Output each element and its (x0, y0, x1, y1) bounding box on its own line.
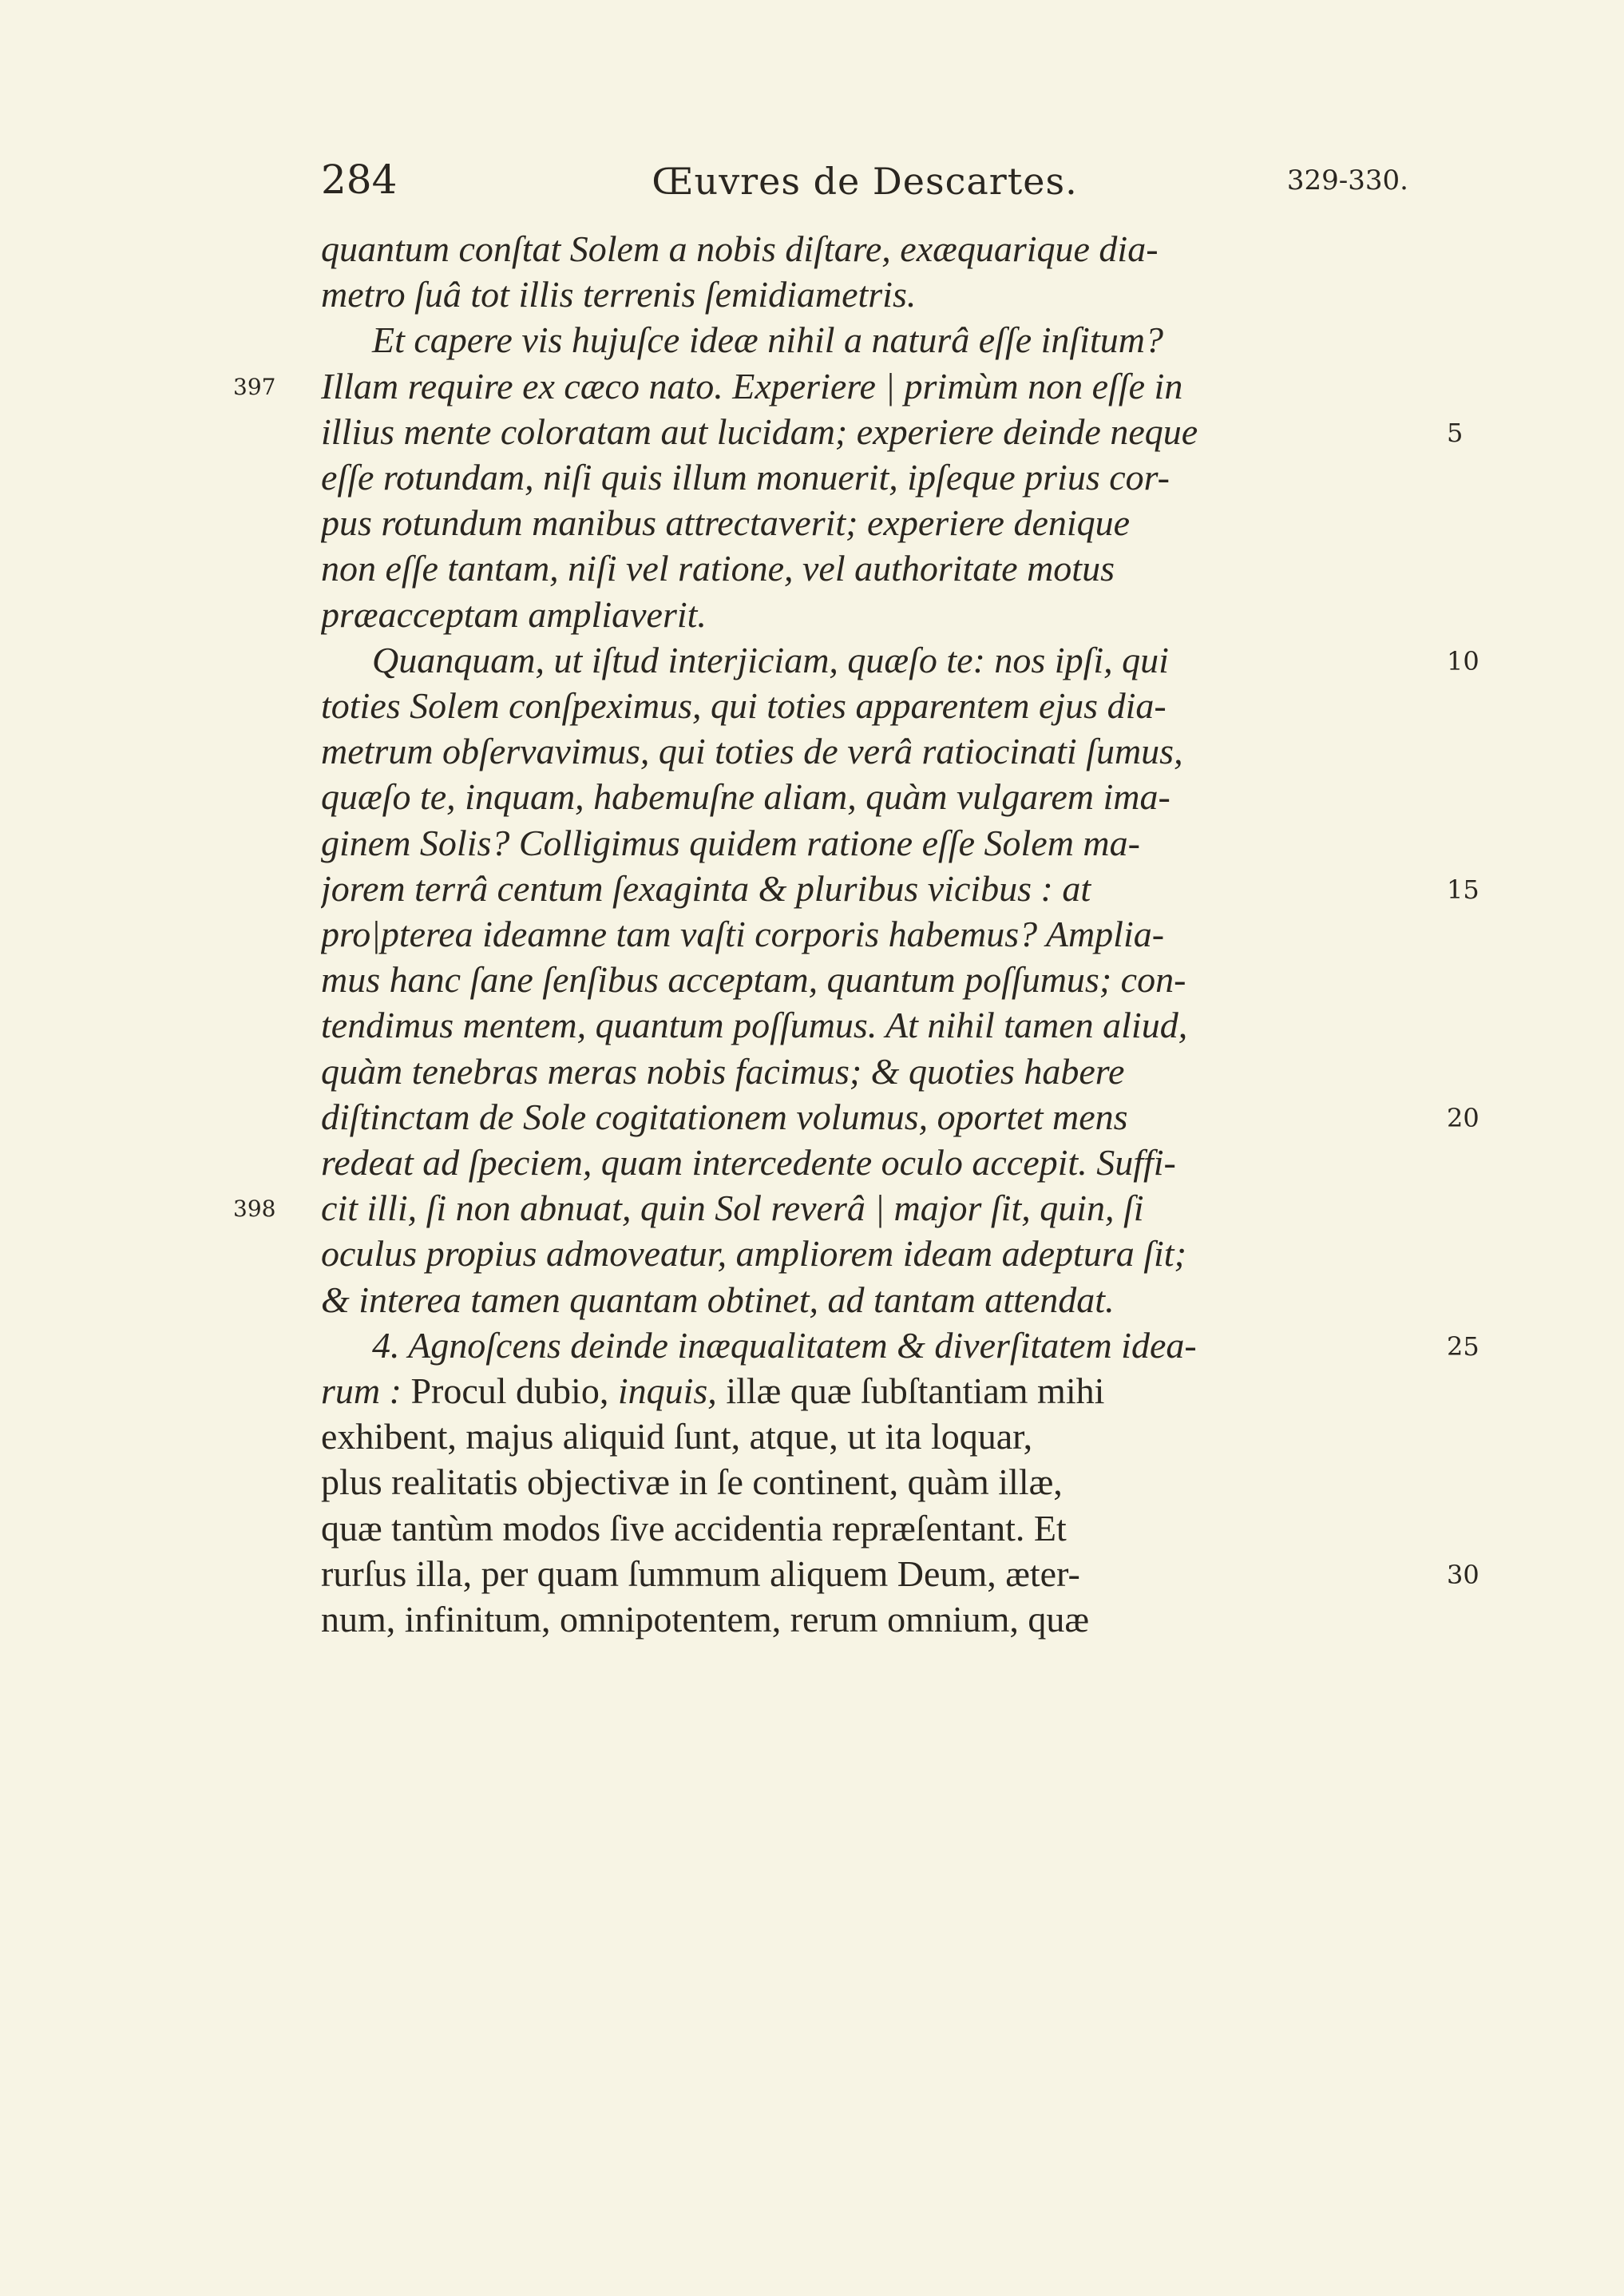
text-line: Quanquam, ut iſtud interjiciam, quæſo te: nos ipſi, qui (372, 639, 1169, 680)
text-run: illæ quæ ſubſtantiam mihi (716, 1370, 1105, 1411)
running-title: Œuvres de Descartes. (652, 160, 1078, 203)
text-line: tendimus mentem, quantum poſſumus. At nihil tamen aliud, (321, 1005, 1188, 1046)
text-run: rum : (321, 1370, 411, 1411)
text-line: præacceptam ampliaverit. (321, 593, 707, 635)
text-line: Et capere vis hujuſce ideæ nihil a naturâ eſſe inſitum? (372, 319, 1163, 361)
text-line: jorem terrâ centum ſexaginta & pluribus vicibus : at (321, 867, 1091, 909)
margin-number-right: 20 (1447, 1102, 1479, 1133)
text-line: cit illi, ſi non abnuat, quin Sol reverâ | major ſit, quin, ſi (321, 1188, 1144, 1229)
text-line: quàm tenebras meras nobis facimus; & quoties habere (321, 1050, 1125, 1092)
text-line: & interea tamen quantam obtinet, ad tantam attendat. (321, 1279, 1115, 1320)
text-line: 4. Agnoſcens deinde inæqualitatem & diverſitatem idea- (372, 1324, 1197, 1366)
text-line: exhibent, majus aliquid ſunt, atque, ut ita loquar, (321, 1416, 1033, 1457)
margin-number-right: 30 (1447, 1559, 1479, 1590)
margin-number-right: 5 (1447, 417, 1464, 448)
text-line: diſtinctam de Sole cogitationem volumus, oportet mens (321, 1096, 1128, 1137)
margin-number-left: 398 (233, 1196, 276, 1223)
margin-number-right: 15 (1447, 874, 1479, 905)
margin-number-right: 10 (1447, 645, 1479, 676)
text-line: metro ſuâ tot illis terrenis ſemidiametris. (321, 274, 917, 315)
margin-number-right: 25 (1447, 1330, 1479, 1362)
text-line: plus realitatis objectivæ in ſe continent, quàm illæ, (321, 1461, 1063, 1503)
text-line: quantum conſtat Solem a nobis diſtare, exæquarique dia- (321, 228, 1159, 269)
text-run: Procul dubio, (410, 1370, 618, 1411)
text-line (321, 1366, 1404, 1417)
text-line: redeat ad ſpeciem, quam intercedente oculo accepit. Suffi- (321, 1142, 1176, 1183)
text-line: metrum obſervavimus, qui toties de verâ ratiocinati ſumus, (321, 731, 1183, 772)
text-line: oculus propius admoveatur, ampliorem ideam adeptura ſit; (321, 1233, 1186, 1275)
text-line: ginem Solis? Colligimus quidem ratione eſſe Solem ma- (321, 822, 1140, 863)
text-line: num, infinitum, omnipotentem, rerum omnium, quæ (321, 1599, 1090, 1640)
text-line: non eſſe tantam, niſi vel ratione, vel authoritate motus (321, 548, 1115, 589)
text-line: mus hanc ſane ſenſibus acceptam, quantum poſſumus; con- (321, 959, 1186, 1001)
text-line: pus rotundum manibus attrectaverit; experiere denique (321, 502, 1131, 544)
text-line: quæſo te, inquam, habemuſne aliam, quàm vulgarem ima- (321, 776, 1170, 818)
text-line: illius mente coloratam aut lucidam; experiere deinde neque (321, 410, 1198, 452)
margin-number-left: 397 (233, 373, 276, 400)
page-range: 329-330. (1286, 165, 1408, 196)
text-line: eſſe rotundam, niſi quis illum monuerit, ipſeque prius cor- (321, 457, 1170, 498)
text-line: rurſus illa, per quam ſummum aliquem Deum, æter- (321, 1552, 1080, 1594)
text-line: Illam require ex cæco nato. Experiere | primùm non eſſe in (321, 365, 1183, 406)
text-line: quæ tantùm modos ſive accidentia repræſentant. Et (321, 1507, 1067, 1549)
text-run: inquis, (617, 1370, 717, 1411)
text-line: toties Solem conſpeximus, qui toties apparentem ejus dia- (321, 685, 1167, 726)
text-line: pro|pterea ideamne tam vaſti corporis habemus? Amplia- (321, 914, 1165, 954)
page-number: 284 (321, 157, 398, 203)
running-header (321, 157, 1408, 204)
